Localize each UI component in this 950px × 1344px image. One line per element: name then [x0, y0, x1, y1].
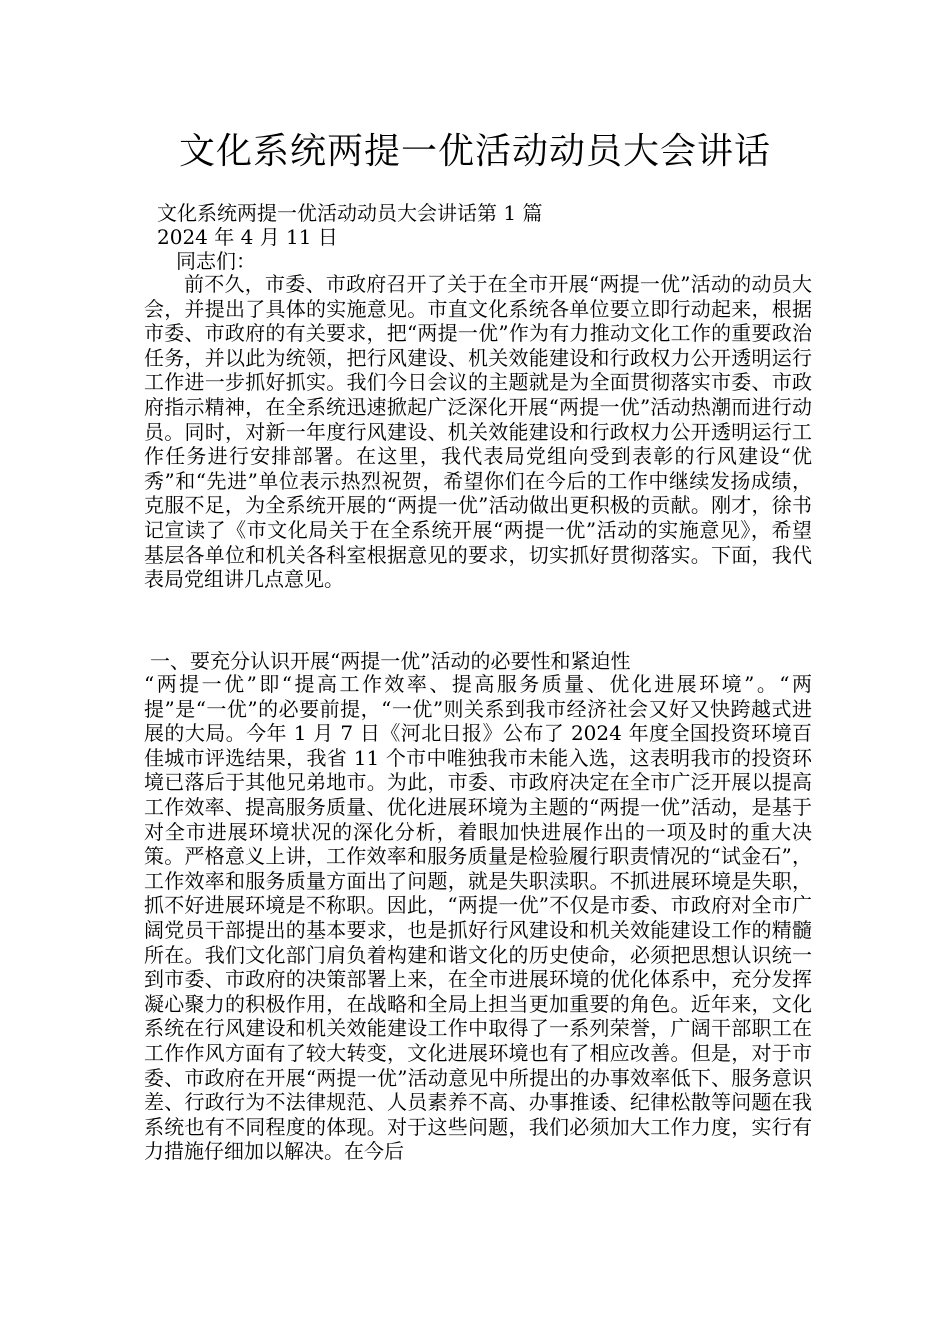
greeting: 同志们：: [176, 249, 256, 273]
section-heading-1: 一、要充分认识开展“两提一优”活动的必要性和紧迫性: [150, 649, 631, 673]
document-subtitle: 文化系统两提一优活动动员大会讲话第 1 篇: [157, 201, 543, 225]
paragraph-2: “两提一优”即“提高工作效率、提高服务质量、优化进展环境”。“两提”是“一优”的必要前提，“一优”则关系到我市经济社会又好又快跨越式进展的大局。今年 1 月 7 日《河北日报》公布了 2024 年度全国投资环境百佳城市评选结果，我省 11 个市中唯独我市未能入选，这表明我市的投资环境已落后于其他兄弟地市。为此，市委、市政府决定在全市广泛开展以提高工作效率、提高服务质量、优化进展环境为主题的“两提一优”活动，是基于对全市进展环境状况的深化分析，着眼加快进展作出的一项及时的重大决策。严格意义上讲，工作效率和服务质量是检验履行职责情况的“试金石”，工作效率和服务质量方面出了问题，就是失职渎职。不抓进展环境是失职，抓不好进展环境是不称职。因此，“两提一优”不仅是市委、市政府对全市广阔党员干部提出的基本要求，也是抓好行风建设和机关效能建设工作的精髓所在。我们文化部门肩负着构建和谐文化的历史使命，必须把思想认识统一到市委、市政府的决策部署上来，在全市进展环境的优化体系中，充分发挥凝心聚力的积极作用，在战略和全局上担当更加重要的角色。近年来，文化系统在行风建设和机关效能建设工作中取得了一系列荣誉，广阔干部职工在工作作风方面有了较大转变，文化进展环境也有了相应改善。但是，对于市委、市政府在开展“两提一优”活动意见中所提出的办事效率低下、服务意识差、行政行为不法律规范、人员素养不高、办事推诿、纪律松散等问题在我系统也有不同程度的体现。对于这些问题，我们必须加大工作力度，实行有力措施仔细加以解决。在今后: [144, 672, 812, 1164]
document-date: 2024 年 4 月 11 日: [157, 225, 338, 249]
paragraph-1: 前不久，市委、市政府召开了关于在全市开展“两提一优”活动的动员大会，并提出了具体的实施意见。市直文化系统各单位要立即行动起来，根据市委、市政府的有关要求，把“两提一优”作为有力推动文化工作的重要政治任务，并以此为统领，把行风建设、机关效能建设和行政权力公开透明运行工作进一步抓好抓实。我们今日会议的主题就是为全面贯彻落实市委、市政府指示精神，在全系统迅速掀起广泛深化开展“两提一优”活动热潮而进行动员。同时，对新一年度行风建设、机关效能建设和行政权力公开透明运行工作任务进行安排部署。在这里，我代表局党组向受到表彰的行风建设“优秀”和“先进”单位表示热烈祝贺，希望你们在今后的工作中继续发扬成绩，克服不足，为全系统开展的“两提一优”活动做出更积极的贡献。刚才，徐书记宣读了《市文化局关于在全系统开展“两提一优”活动的实施意见》，希望基层各单位和机关各科室根据意见的要求，切实抓好贯彻落实。下面，我代表局党组讲几点意见。: [144, 272, 812, 592]
document-title: 文化系统两提一优活动动员大会讲话: [178, 131, 771, 172]
